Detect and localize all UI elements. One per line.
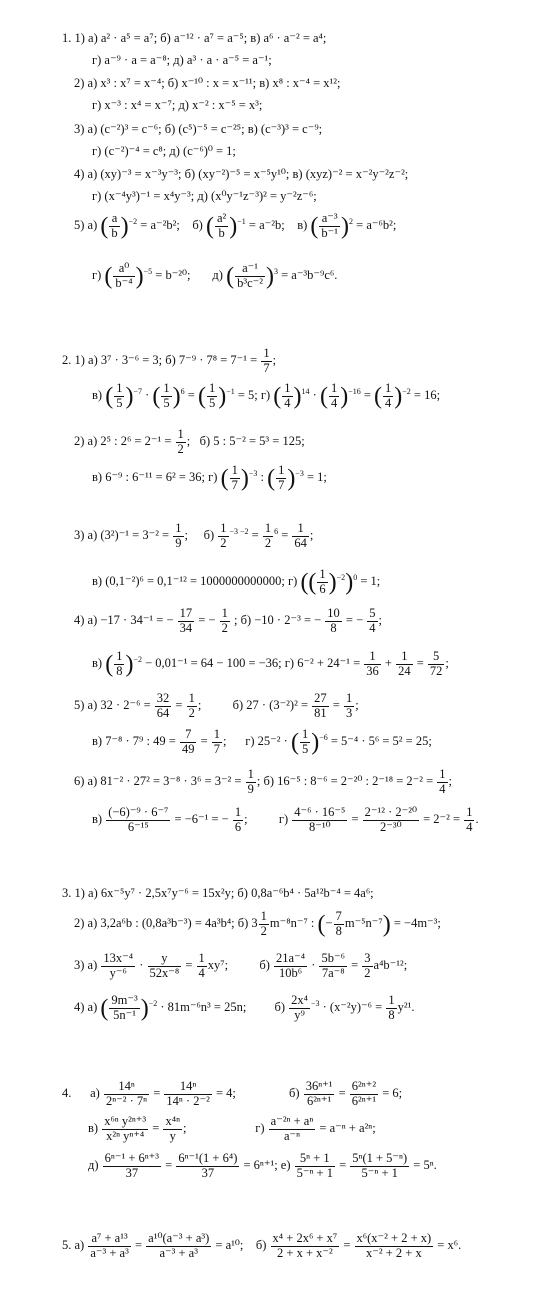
ex3-line3: 3) а) $\frac{\text{13x⁻⁴}}{\text{y⁻⁶}}$ · $\frac{y}{\text{52x⁻⁸}}$ = $\frac{1}{4}$ xy⁷; б) $\frac{\text{21a⁻⁴}}{\text{10b⁶}}$ · $\frac{\text{5b⁻⁶}}{\text{7a⁻⁸}}$ = $\frac{3}{2}$ a⁴b⁻¹²; bbox=[74, 951, 408, 980]
ex1-line9: 5) а) ( $\frac{a}{b}$ )$^{-2}$ = a⁻²b²; б) ( $\frac{\text{a²}}{b}$ )$^{-1}$ = a⁻²b; в) ( $\frac{\text{a⁻³}}{\text{b⁻¹}}$ )$^2$ = a⁻⁶b²; bbox=[74, 211, 397, 240]
ex2-line6: в) (0,1⁻²)⁶ = 0,1⁻¹² = 1000000000000; г) (( $\frac{1}{6}$ )$^{-2}$)$^0$ = 1; bbox=[92, 567, 381, 596]
ex1-line4: г) x⁻³ : x⁴ = x⁻⁷; д) x⁻² : x⁻⁵ = x³; bbox=[92, 98, 263, 112]
ex1-line8: г) (x⁻⁴y³)⁻¹ = x⁴y⁻³; д) (x⁰y⁻¹z⁻³)² = y⁻²z⁻⁶; bbox=[92, 189, 317, 203]
ex2-line3: 2) а) 2⁵ : 2⁶ = 2⁻¹ = $\frac{1}{2}$ ; б) 5 : 5⁻² = 5³ = 125; bbox=[74, 427, 305, 456]
ex1-line10: г) ( $\frac{\text{a⁰}}{\text{b⁻⁴}}$ )$^{-5}$ = b⁻²⁰; д) ( $\frac{\text{a⁻¹}}{\text{b³c⁻²}}$ )$^3$ = a⁻³b⁻⁹c⁶. bbox=[92, 261, 338, 290]
ex3-line4: 4) а) ( $\frac{\text{9m⁻³}}{\text{5n⁻¹}}$ )$^{-2}$ · 81m⁻⁶n³ = 25n; б) $\frac{\text{2x⁴}}{\text{y⁹}}$ $^{-3}$ · (x⁻²y)⁻⁶ = $\frac{1}{8}$ y²¹. bbox=[74, 993, 415, 1022]
ex1-line1: 1. 1) а) a² · a⁵ = a⁷; б) a⁻¹² · a⁷ = a⁻⁵; в) a⁶ · a⁻² = a⁴; bbox=[62, 31, 327, 45]
ex1-line5: 3) а) (c⁻²)³ = c⁻⁶; б) (c⁵)⁻⁵ = c⁻²⁵; в) (c⁻³)³ = c⁻⁹; bbox=[74, 122, 323, 136]
ex2-line11: 6) а) 81⁻² · 27² = 3⁻⁸ · 3⁶ = 3⁻² = $\frac{1}{9}$ ; б) 16⁻⁵ : 8⁻⁶ = 2⁻²⁰ : 2⁻¹⁸ = 2⁻² = $\frac{1}{4}$ ; bbox=[74, 767, 453, 796]
ex2-line9: 5) а) 32 · 2⁻⁶ = $\frac{32}{64}$ = $\frac{1}{2}$ ; б) 27 · (3⁻²)² = $\frac{27}{81}$ = $\frac{1}{3}$ ; bbox=[74, 691, 359, 720]
ex1-line2: г) a⁻⁹ · a = a⁻⁸; д) a³ · a · a⁻⁵ = a⁻¹; bbox=[92, 53, 272, 67]
ex2-line1: 2. 1) а) 3⁷ · 3⁻⁶ = 3; б) 7⁻⁹ · 7⁸ = 7⁻¹ = $\frac{1}{7}$ ; bbox=[62, 346, 277, 375]
ex5-line1: 5. а) $\frac{\text{a⁷ + a¹³}}{\text{a⁻³ + a³}}$ = $\frac{\text{a¹⁰(a⁻³ + a³)}}{\text{a⁻³ + a³}}$ = a¹⁰; б) $\frac{\text{x⁴ + 2x⁶ + x⁷}}{\text{2 + x + x⁻²}}$ = $\frac{\text{x⁶(x⁻² + 2 + x)}}{\text{x⁻² + 2 + x}}$ = x⁶. bbox=[62, 1231, 462, 1260]
ex2-line10: в) 7⁻⁸ · 7⁹ : 49 = $\frac{7}{49}$ = $\frac{1}{7}$ ; г) 25⁻² · ( $\frac{1}{5}$ )$^{-6}$ = 5⁻⁴ · 5⁶ = 5² = 25; bbox=[92, 727, 432, 756]
ex1-line6: г) (c⁻²)⁻⁴ = c⁸; д) (c⁻⁶)⁰ = 1; bbox=[92, 144, 236, 158]
ex4-line1: 4. а) $\frac{\text{14ⁿ}}{\text{2ⁿ⁻² · 7ⁿ}}$ = $\frac{\text{14ⁿ}}{\text{14ⁿ · 2⁻²}}$ = 4; б) $\frac{\text{36ⁿ⁺¹}}{\text{6²ⁿ⁺¹}}$ = $\frac{\text{6²ⁿ⁺²}}{\text{6²ⁿ⁺¹}}$ = 6; bbox=[62, 1079, 403, 1108]
ex1-line3: 2) а) x³ : x⁷ = x⁻⁴; б) x⁻¹⁰ : x = x⁻¹¹; в) x⁸ : x⁻⁴ = x¹²; bbox=[74, 76, 341, 90]
ex3-line1: 3. 1) а) 6x⁻⁵y⁷ · 2,5x⁷y⁻⁶ = 15x²y; б) 0,8a⁻⁶b⁴ · 5a¹²b⁻⁴ = 4a⁶; bbox=[62, 886, 374, 900]
ex2-line8: в) ( $\frac{1}{8}$ )$^{-2}$ − 0,01⁻¹ = 64 − 100 = −36; г) 6⁻² + 24⁻¹ = $\frac{1}{36}$ + $\frac{1}{24}$ = $\frac{5}{72}$ ; bbox=[92, 649, 449, 678]
ex4-line3: д) $\frac{\text{6ⁿ⁻¹ + 6ⁿ⁺³}}{37}$ = $\frac{\text{6ⁿ⁻¹(1 + 6⁴)}}{37}$ = 6ⁿ⁺¹; е) $\frac{\text{5ⁿ + 1}}{\text{5⁻ⁿ + 1}}$ = $\frac{\text{5ⁿ(1 + 5⁻ⁿ)}}{\text{5⁻ⁿ + 1}}$ = 5ⁿ. bbox=[88, 1151, 437, 1180]
ex2-line12: в) $\frac{\text{(−6)⁻⁹ · 6⁻⁷}}{\text{6⁻¹⁵}}$ = −6⁻¹ = − $\frac{1}{6}$ ; г) $\frac{\text{4⁻⁶ · 16⁻⁵}}{\text{8⁻¹⁰}}$ = $\frac{\text{2⁻¹² · 2⁻²⁰}}{\text{2⁻³⁰}}$ = 2⁻² = $\frac{1}{4}$ . bbox=[92, 805, 479, 834]
ex1-line7: 4) а) (xy)⁻³ = x⁻³y⁻³; б) (xy⁻²)⁻⁵ = x⁻⁵y¹⁰; в) (xyz)⁻² = x⁻²y⁻²z⁻²; bbox=[74, 167, 409, 181]
ex4-line2: в) $\frac{\text{x⁶ⁿ y²ⁿ⁺³}}{\text{x²ⁿ yⁿ⁺⁴}}$ = $\frac{\text{x⁴ⁿ}}{y}$ ; г) $\frac{\text{a⁻²ⁿ + aⁿ}}{\text{a⁻ⁿ}}$ = a⁻ⁿ + a²ⁿ; bbox=[88, 1114, 376, 1143]
ex2-line7: 4) а) −17 · 34⁻¹ = − $\frac{17}{34}$ = − $\frac{1}{2}$ ; б) −10 · 2⁻³ = − $\frac{10}{8}$ = − $\frac{5}{4}$ ; bbox=[74, 606, 383, 635]
ex3-line2: 2) а) 3,2a⁶b : (0,8a³b⁻³) = 4a³b⁴; б) 3 $\frac{1}{2}$ m⁻⁸n⁻⁷ : (− $\frac{7}{8}$ m⁻⁵n⁻⁷) = −4m⁻³; bbox=[74, 909, 441, 938]
ex2-line4: в) 6⁻⁹ : 6⁻¹¹ = 6² = 36; г) ( $\frac{1}{7}$ )$^{-3}$ : ( $\frac{1}{7}$ )$^{-3}$ = 1; bbox=[92, 463, 327, 492]
ex2-line5: 3) а) (3²)⁻¹ = 3⁻² = $\frac{1}{9}$ ; б) $\frac{1}{2}$ $^{-3 -2}$ = $\frac{1}{2}$ $^6$ = $\frac{1}{64}$ ; bbox=[74, 521, 314, 550]
ex2-line2: в) ( $\frac{1}{5}$ )$^{-7}$ · ( $\frac{1}{5}$ )$^6$ = ( $\frac{1}{5}$ )$^{-1}$ = 5; г) ( $\frac{1}{4}$ )$^{14}$ · ( $\frac{1}{4}$ )$^{-16}$ = ( $\frac{1}{4}$ )$^{-2}$ = 16; bbox=[92, 381, 441, 410]
